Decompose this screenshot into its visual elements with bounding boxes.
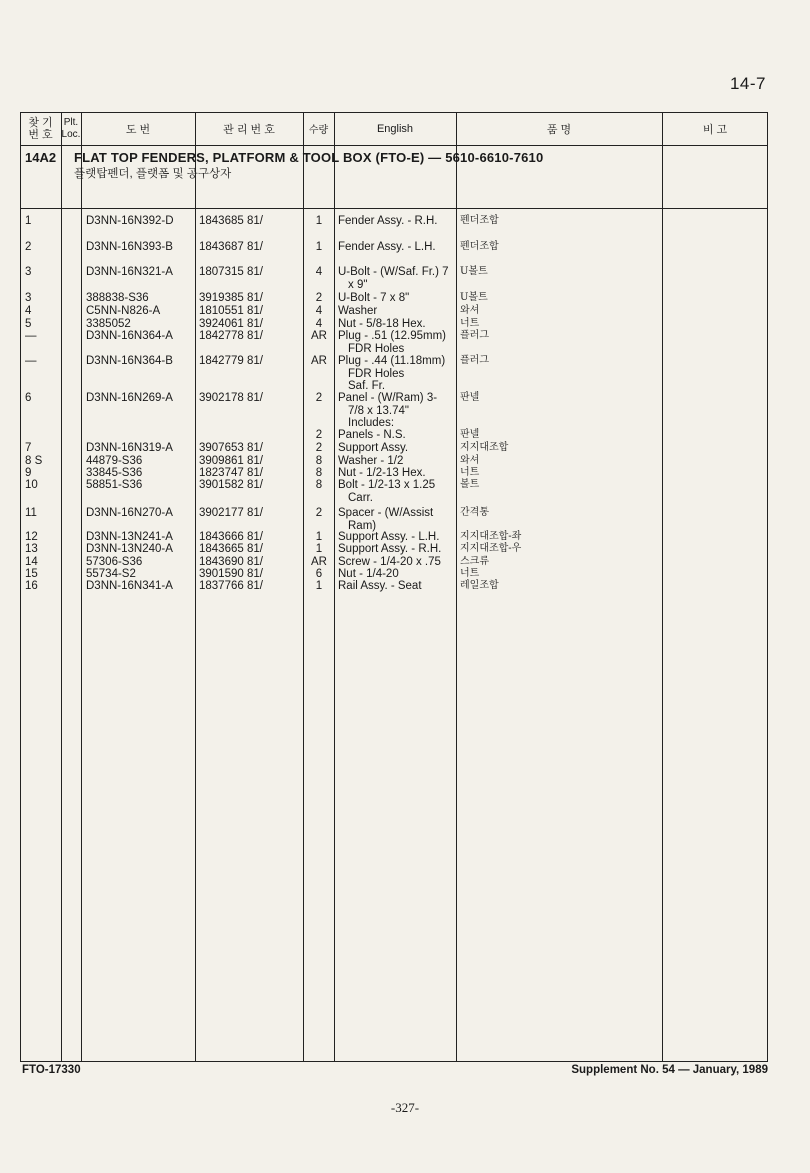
english-description <box>338 429 406 442</box>
quantity: 4 <box>315 266 323 278</box>
quantity: 8 <box>315 455 323 467</box>
english-description-line: U-Bolt - 7 x 8" <box>338 292 410 304</box>
english-description-line: Includes: <box>348 417 395 429</box>
quantity: AR <box>311 330 327 342</box>
english-description <box>338 543 441 556</box>
english-description <box>338 580 422 593</box>
ref-number: 2 <box>25 241 32 253</box>
korean-name: 와셔 <box>460 305 480 316</box>
header-plt <box>61 112 81 145</box>
english-description-line: FDR Holes <box>348 367 405 380</box>
english-description <box>338 305 377 318</box>
quantity: 2 <box>315 429 323 441</box>
english-description-line: Panel - (W/Ram) 3- <box>338 392 438 404</box>
quantity: 1 <box>315 531 323 543</box>
ref-number: 5 <box>25 318 32 330</box>
english-description-line: Bolt - 1/2-13 x 1.25 <box>338 479 436 491</box>
english-description <box>338 355 445 393</box>
col-divider-english <box>456 112 457 1062</box>
ref-number: 12 <box>25 531 38 543</box>
part-number: D3NN-16N321-A <box>86 266 173 278</box>
english-description-line: Ram) <box>348 519 377 532</box>
header-english: English <box>376 122 414 135</box>
english-description-line: Panels - N.S. <box>338 429 406 441</box>
management-number: 3902178 81/ <box>199 392 263 404</box>
col-divider-korean <box>662 112 663 1062</box>
english-description <box>338 467 426 480</box>
ref-number: 16 <box>25 580 38 592</box>
ref-number: — <box>25 355 37 367</box>
part-number: D3NN-16N269-A <box>86 392 173 404</box>
management-number: 1837766 81/ <box>199 580 263 592</box>
english-description <box>338 507 433 532</box>
header-ref-bottom: 번 호 <box>28 128 53 141</box>
quantity: 2 <box>315 442 323 454</box>
management-number: 1810551 81/ <box>199 305 263 317</box>
korean-name: 스크류 <box>460 556 489 567</box>
korean-name: 판넬 <box>460 392 480 403</box>
ref-number: — <box>25 330 37 342</box>
quantity: 1 <box>315 241 323 253</box>
footer-doc-code: FTO-17330 <box>22 1064 81 1076</box>
quantity: AR <box>311 556 327 568</box>
korean-name: 플러그 <box>460 355 489 366</box>
management-number: 3907653 81/ <box>199 442 263 454</box>
quantity: 4 <box>315 318 323 330</box>
english-description-line: Rail Assy. - Seat <box>338 580 422 592</box>
english-description <box>338 292 409 305</box>
english-description <box>338 215 437 228</box>
english-description-line: Plug - .51 (12.95mm) <box>338 330 447 342</box>
header-ref-top: 찾 기 <box>28 116 53 129</box>
ref-number: 6 <box>25 392 32 404</box>
part-number: D3NN-16N270-A <box>86 507 173 519</box>
part-number: D3NN-16N392-D <box>86 215 174 227</box>
management-number: 1842779 81/ <box>199 355 263 367</box>
english-description <box>338 241 436 254</box>
ref-number: 8 S <box>25 455 43 467</box>
management-number: 1843666 81/ <box>199 531 263 543</box>
management-number: 1843687 81/ <box>199 241 263 253</box>
part-number: 55734-S2 <box>86 568 136 580</box>
korean-name: 와셔 <box>460 455 480 466</box>
section-title-korean: 플랫탑펜더, 플랫폼 및 공구상자 <box>74 168 232 180</box>
col-divider-drawing <box>195 112 196 1062</box>
korean-name: 레일조합 <box>460 580 499 591</box>
part-number: 58851-S36 <box>86 479 143 491</box>
quantity: 8 <box>315 467 323 479</box>
management-number: 1843685 81/ <box>199 215 263 227</box>
part-number: D3NN-16N364-B <box>86 355 173 367</box>
header-plt-bottom: Loc. <box>61 128 81 140</box>
ref-number: 7 <box>25 442 32 454</box>
english-description-line: Washer - 1/2 <box>338 455 404 467</box>
ref-number: 1 <box>25 215 32 227</box>
header-divider <box>20 145 768 146</box>
part-number: D3NN-16N341-A <box>86 580 173 592</box>
management-number: 1842778 81/ <box>199 330 263 342</box>
part-number: D3NN-16N364-A <box>86 330 173 342</box>
quantity: 1 <box>315 580 323 592</box>
part-number: 33845-S36 <box>86 467 143 479</box>
section-code: 14A2 <box>25 150 57 165</box>
ref-number: 13 <box>25 543 38 555</box>
col-divider-mgmt <box>303 112 304 1062</box>
management-number: 1843690 81/ <box>199 556 263 568</box>
part-number: 44879-S36 <box>86 455 143 467</box>
section-divider <box>20 208 768 209</box>
management-number: 3901582 81/ <box>199 479 263 491</box>
header-mgmt: 관 리 번 호 <box>223 123 275 136</box>
english-description <box>338 266 449 291</box>
footer-supplement: Supplement No. 54 — January, 1989 <box>571 1064 768 1076</box>
management-number: 1823747 81/ <box>199 467 263 479</box>
english-description <box>338 479 435 504</box>
korean-name: 지지대조합-좌 <box>460 531 522 542</box>
quantity: 6 <box>315 568 323 580</box>
korean-name: 너트 <box>460 568 480 579</box>
ref-number: 4 <box>25 305 32 317</box>
management-number: 1843665 81/ <box>199 543 263 555</box>
quantity: 2 <box>315 507 323 519</box>
management-number: 3909861 81/ <box>199 455 263 467</box>
ref-number: 3 <box>25 266 32 278</box>
part-number: 3385052 <box>86 318 131 330</box>
ref-number: 11 <box>25 507 37 519</box>
english-description <box>338 330 446 355</box>
management-number: 3919385 81/ <box>199 292 263 304</box>
english-description-line: Carr. <box>348 491 373 504</box>
quantity: 1 <box>315 543 323 555</box>
ref-number: 9 <box>25 467 32 479</box>
english-description <box>338 455 403 468</box>
header-drawing: 도 번 <box>125 123 151 136</box>
ref-number: 3 <box>25 292 32 304</box>
english-description <box>338 442 408 455</box>
quantity: AR <box>311 355 327 367</box>
english-description-line: Support Assy. - R.H. <box>338 543 442 555</box>
english-description-line: Fender Assy. - L.H. <box>338 241 436 253</box>
col-divider-qty <box>334 112 335 1062</box>
english-description-line: Support Assy. - L.H. <box>338 531 440 543</box>
ref-number: 10 <box>25 479 38 491</box>
english-description-line: Fender Assy. - R.H. <box>338 215 438 227</box>
english-description-line: Spacer - (W/Assist <box>338 507 434 519</box>
english-description-line: Washer <box>338 305 378 317</box>
quantity: 1 <box>315 215 323 227</box>
ref-number: 15 <box>25 568 38 580</box>
part-number: D3NN-13N241-A <box>86 531 173 543</box>
korean-name: 판넬 <box>460 429 480 440</box>
management-number: 3924061 81/ <box>199 318 263 330</box>
english-description-line: Nut - 1/2-13 Hex. <box>338 467 426 479</box>
quantity: 4 <box>315 305 323 317</box>
english-description <box>338 568 399 581</box>
part-number: 388838-S36 <box>86 292 149 304</box>
management-number: 3902177 81/ <box>199 507 263 519</box>
part-number: C5NN-N826-A <box>86 305 161 317</box>
korean-name: U볼트 <box>460 266 488 277</box>
english-description <box>338 392 437 430</box>
english-description-line: Support Assy. <box>338 442 409 454</box>
english-description-line: Screw - 1/4-20 x .75 <box>338 556 441 568</box>
korean-name: 간격통 <box>460 507 489 518</box>
english-description-line: FDR Holes <box>348 342 405 355</box>
header-qty: 수량 <box>308 125 329 136</box>
header-remarks: 비 고 <box>702 123 728 136</box>
english-description-line: Plug - .44 (11.18mm) <box>338 355 446 367</box>
english-description-line: Nut - 5/8-18 Hex. <box>338 318 426 330</box>
quantity: 2 <box>315 392 323 404</box>
header-plt-top: Plt. <box>63 116 79 128</box>
korean-name: 볼트 <box>460 479 480 490</box>
page-number: 14-7 <box>729 74 766 93</box>
english-description <box>338 556 441 569</box>
part-number: D3NN-13N240-A <box>86 543 173 555</box>
korean-name: 펜더조합 <box>460 241 499 252</box>
korean-name: U볼트 <box>460 292 488 303</box>
col-divider-plt <box>81 112 82 1062</box>
part-number: 57306-S36 <box>86 556 143 568</box>
korean-name: 너트 <box>460 467 480 478</box>
col-divider-ref <box>61 112 62 1062</box>
english-description <box>338 531 439 544</box>
part-number: D3NN-16N393-B <box>86 241 173 253</box>
korean-name: 플러그 <box>460 330 489 341</box>
korean-name: 펜더조합 <box>460 215 499 226</box>
korean-name: 너트 <box>460 318 480 329</box>
header-ref <box>20 112 61 145</box>
footer-page-number: -327- <box>390 1100 420 1115</box>
section-title: FLAT TOP FENDERS, PLATFORM & TOOL BOX (FTO-E) — 5610-6610-7610 <box>74 150 544 165</box>
english-description-line: x 9" <box>348 278 368 291</box>
management-number: 3901590 81/ <box>199 568 263 580</box>
management-number: 1807315 81/ <box>199 266 263 278</box>
english-description-line: U-Bolt - (W/Saf. Fr.) 7 <box>338 266 449 278</box>
quantity: 8 <box>315 479 323 491</box>
english-description <box>338 318 426 331</box>
english-description-line: 7/8 x 13.74" <box>348 404 409 417</box>
quantity: 2 <box>315 292 323 304</box>
korean-name: 지지대조합 <box>460 442 509 453</box>
part-number: D3NN-16N319-A <box>86 442 173 454</box>
english-description-line: Nut - 1/4-20 <box>338 568 399 580</box>
header-korean: 품 명 <box>546 123 572 136</box>
english-description-line: Saf. Fr. <box>348 380 386 392</box>
ref-number: 14 <box>25 556 38 568</box>
korean-name: 지지대조합-우 <box>460 543 522 554</box>
